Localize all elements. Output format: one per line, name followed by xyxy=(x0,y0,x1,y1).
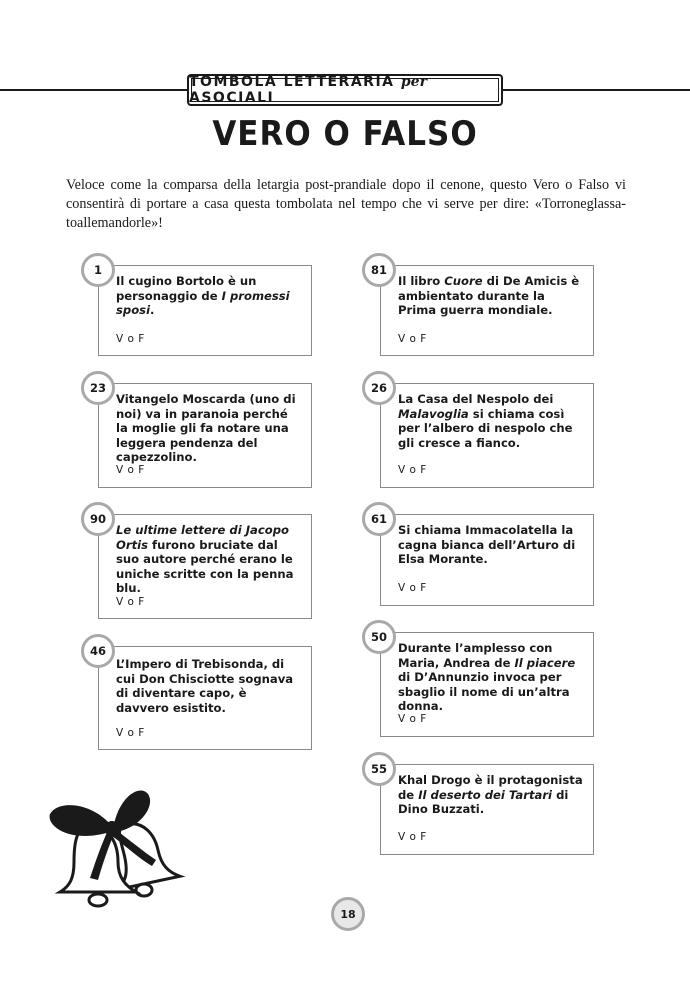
question-text-run: di De Amicis è ambientato durante la Prima guerra mondiale. xyxy=(398,274,580,318)
question-text-run: furono bruciate dal suo autore perché erano le uniche scritte con la penna blu. xyxy=(116,537,294,596)
answer-options: V o F xyxy=(398,582,427,594)
question-number-badge: 1 xyxy=(81,253,115,287)
question-text xyxy=(398,392,585,450)
question-card xyxy=(98,383,312,488)
header-part-1: TOMBOLA LETTERARIA xyxy=(189,74,401,90)
question-text-run: si chiama così per l’albero di nespolo che gli cresce a fianco. xyxy=(398,406,573,450)
book-title-italic: Malavoglia xyxy=(398,406,469,421)
answer-options: V o F xyxy=(398,464,427,476)
question-card xyxy=(380,514,594,606)
answer-options: V o F xyxy=(398,831,427,843)
question-number-badge: 90 xyxy=(81,502,115,536)
question-text xyxy=(116,523,303,596)
answer-options: V o F xyxy=(116,333,145,345)
question-text-run: Il cugino Bortolo è un personaggio de xyxy=(116,274,257,303)
question-text-run: Il libro xyxy=(398,274,445,288)
header-part-3: ASOCIALI xyxy=(189,90,275,106)
answer-options: V o F xyxy=(398,333,427,345)
answer-options: V o F xyxy=(116,727,145,739)
book-title-italic: Le ultime lettere di Jacopo Ortis xyxy=(116,523,289,552)
header-part-2: per xyxy=(400,74,427,90)
question-text-run: . xyxy=(150,303,155,318)
question-number-badge: 61 xyxy=(362,502,396,536)
question-text-run: L’Impero di Trebisonda, di cui Don Chisciotte sognava di diventare capo, è davvero esistito. xyxy=(116,657,294,715)
question-text xyxy=(116,657,303,715)
intro-paragraph: Veloce come la comparsa della letargia post-prandiale dopo il cenone, questo Vero o Falso vi consentirà di portare a casa questa tombolata nel tempo che vi serve per dire: «Torroneglassa-toallemandorle»! xyxy=(66,177,626,231)
question-text xyxy=(116,274,303,318)
question-card xyxy=(380,632,594,737)
page-title: VERO O FALSO xyxy=(212,114,478,154)
question-text xyxy=(398,641,585,714)
christmas-bells-icon xyxy=(40,782,190,922)
page-number: 18 xyxy=(331,897,365,931)
question-number-badge: 55 xyxy=(362,752,396,786)
question-text-run: di Dino Buzzati. xyxy=(398,787,569,817)
question-card xyxy=(98,265,312,356)
answer-options: V o F xyxy=(116,596,145,608)
question-text-run: Durante l’amplesso con Maria, Andrea de xyxy=(398,641,553,670)
question-number-badge: 50 xyxy=(362,620,396,654)
question-number-badge: 26 xyxy=(362,371,396,405)
question-text-run: Khal Drogo è il protagonista de xyxy=(398,773,583,802)
running-header-text xyxy=(189,74,501,106)
book-title-italic: Il deserto dei Tartari xyxy=(418,787,553,802)
question-card xyxy=(380,383,594,488)
question-text-run: La Casa del Nespolo dei xyxy=(398,392,554,406)
question-number-badge: 46 xyxy=(81,634,115,668)
book-title-italic: I promessi sposi xyxy=(116,288,290,318)
question-text xyxy=(398,274,585,318)
question-text-run: di D’Annunzio invoca per sbaglio il nome di un’altra donna. xyxy=(398,670,570,714)
question-card xyxy=(98,514,312,619)
answer-options: V o F xyxy=(398,713,427,725)
question-card xyxy=(380,764,594,855)
question-text-run: Vitangelo Moscarda (uno di noi) va in paranoia perché la moglie gli fa notare una leggera pendenza del capezzolino. xyxy=(116,392,296,465)
running-header xyxy=(187,74,503,106)
question-card xyxy=(98,646,312,750)
header-rule-right xyxy=(503,89,690,91)
book-title-italic: Cuore xyxy=(444,274,483,288)
book-title-italic: Il piacere xyxy=(514,655,576,670)
question-text-run: Si chiama Immacolatella la cagna bianca dell’Arturo di Elsa Morante. xyxy=(398,523,576,567)
question-card xyxy=(380,265,594,356)
header-rule-left xyxy=(0,89,187,91)
question-text xyxy=(398,773,585,817)
answer-options: V o F xyxy=(116,464,145,476)
question-number-badge: 23 xyxy=(81,371,115,405)
question-text xyxy=(398,523,585,567)
question-number-badge: 81 xyxy=(362,253,396,287)
question-text xyxy=(116,392,303,465)
